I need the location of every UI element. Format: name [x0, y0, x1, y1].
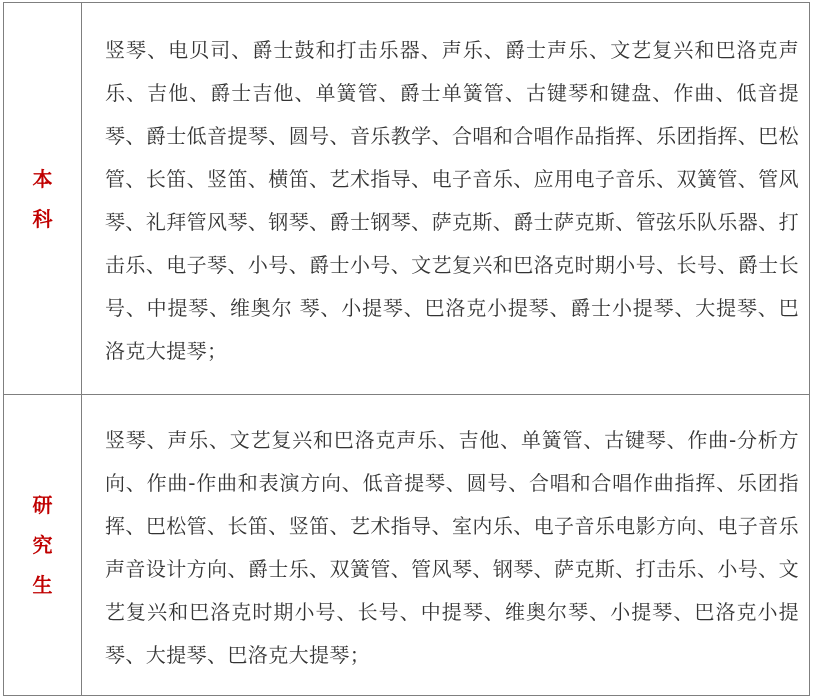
label-cell-graduate [4, 395, 82, 696]
majors-list-undergraduate: 竖琴、电贝司、爵士鼓和打击乐器、声乐、爵士声乐、文艺复兴和巴洛克声乐、吉他、爵士吉他、单簧管、爵士单簧管、古键琴和键盘、作曲、低音提琴、爵士低音提琴、圆号、音乐教学、合唱和合唱作品指挥、乐团指挥、巴松管、长笛、竖笛、横笛、艺术指导、电子音乐、应用电子音乐、双簧管、管风琴、礼拜管风琴、钢琴、爵士钢琴、萨克斯、爵士萨克斯、管弦乐队乐器、打击乐、电子琴、小号、爵士小号、文艺复兴和巴洛克时期小号、长号、爵士长号、中提琴、维奥尔 琴、小提琴、巴洛克小提琴、爵士小提琴、大提琴、巴洛克大提琴； [105, 38, 799, 363]
row-label-graduate: 研究生 [32, 493, 53, 597]
majors-list-graduate: 竖琴、声乐、文艺复兴和巴洛克声乐、吉他、单簧管、古键琴、作曲-分析方向、作曲-作曲和表演方向、低音提琴、圆号、合唱和合唱作曲指挥、乐团指挥、巴松管、长笛、竖笛、艺术指导、室内乐、电子音乐电影方向、电子音乐声音设计方向、爵士乐、双簧管、管风琴、钢琴、萨克斯、打击乐、小号、文艺复兴和巴洛克时期小号、长号、中提琴、维奥尔琴、小提琴、巴洛克小提琴、大提琴、巴洛克大提琴； [105, 427, 799, 667]
content-cell-graduate [82, 395, 810, 696]
content-cell-undergraduate [82, 3, 810, 395]
label-cell-undergraduate [4, 3, 82, 395]
table-row-undergraduate [4, 3, 810, 395]
majors-table [3, 2, 810, 696]
table-row-graduate [4, 395, 810, 696]
row-label-undergraduate: 本科 [32, 166, 53, 231]
